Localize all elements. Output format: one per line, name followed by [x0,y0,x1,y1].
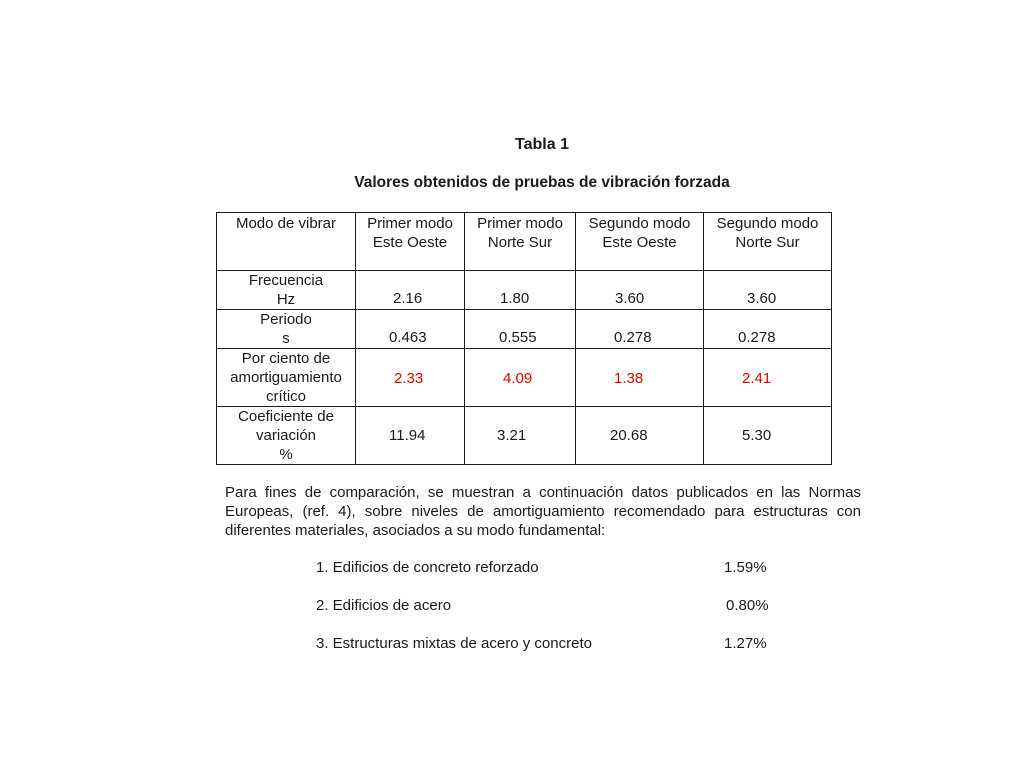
row-label-cell [217,407,356,465]
header-text: Este Oeste [602,234,677,251]
row-label-text: Frecuencia [248,272,324,289]
row-label-cell [217,310,356,349]
table-cell: 0.555 [465,310,576,349]
table-cell: 1.80 [465,271,576,310]
header-text: Este Oeste [372,234,448,251]
list-item [313,556,783,594]
table-cell: 3.60 [576,271,704,310]
header-text: Norte Sur [487,234,553,251]
table-row-coeficiente [217,407,832,465]
header-text: Segundo modo [716,215,819,232]
table-cell: 3.21 [465,407,576,465]
row-label-text: Por ciento de [241,350,331,367]
vibration-table [216,212,832,465]
row-label-text: variación [255,427,317,444]
materials-list [313,556,783,670]
header-text: Segundo modo [588,215,691,232]
row-label-text: Periodo [260,311,312,328]
table-header-row [217,213,832,271]
table-subtitle: Valores obtenidos de pruebas de vibración forzada [354,174,730,191]
row-label-text: s [282,330,290,347]
comparison-paragraph: Para fines de comparación, se muestran a continuación datos publicados en las Normas Europeas, (ref. 4), sobre niveles de amortiguamiento recomendado para estructuras con diferentes materiales, asociados a su modo fundamental: [225,484,861,539]
table-cell: 5.30 [704,407,832,465]
table-cell-highlight: 4.09 [465,349,576,407]
table-cell: 11.94 [356,407,465,465]
header-cell-second-ns [704,213,832,271]
header-cell-mode [217,213,356,271]
table-cell: 0.278 [704,310,832,349]
list-item [313,632,783,670]
row-label-cell [217,349,356,407]
list-item-value: 1.27% [724,635,767,652]
row-label-text: % [279,446,293,463]
row-label-text: Coeficiente de [238,408,334,425]
list-item-name: 2. Edificios de acero [316,597,452,614]
header-text: Modo de vibrar [235,215,337,232]
header-text: Primer modo [367,215,453,232]
table-row-periodo [217,310,832,349]
header-cell-first-ew [356,213,465,271]
row-label-text: amortiguamiento [230,369,342,386]
header-text: Primer modo [477,215,563,232]
table-cell-highlight: 2.41 [704,349,832,407]
table-row-frecuencia [217,271,832,310]
table-cell: 20.68 [576,407,704,465]
table-cell: 0.463 [356,310,465,349]
list-item-name: 3. Estructuras mixtas de acero y concreto [316,635,592,652]
row-label-text: Hz [276,291,296,308]
list-item-name: 1. Edificios de concreto reforzado [316,559,539,576]
table-cell-highlight: 2.33 [356,349,465,407]
list-item-value: 0.80% [726,597,769,614]
table-cell: 0.278 [576,310,704,349]
table-title: Tabla 1 [515,136,569,153]
header-cell-first-ns [465,213,576,271]
list-item-value: 1.59% [724,559,767,576]
table-cell-highlight: 1.38 [576,349,704,407]
row-label-text: crítico [265,388,306,405]
list-item [313,594,783,632]
header-cell-second-ew [576,213,704,271]
table-cell: 2.16 [356,271,465,310]
table-cell: 3.60 [704,271,832,310]
table-row-amortiguamiento [217,349,832,407]
header-text: Norte Sur [735,234,800,251]
row-label-cell [217,271,356,310]
